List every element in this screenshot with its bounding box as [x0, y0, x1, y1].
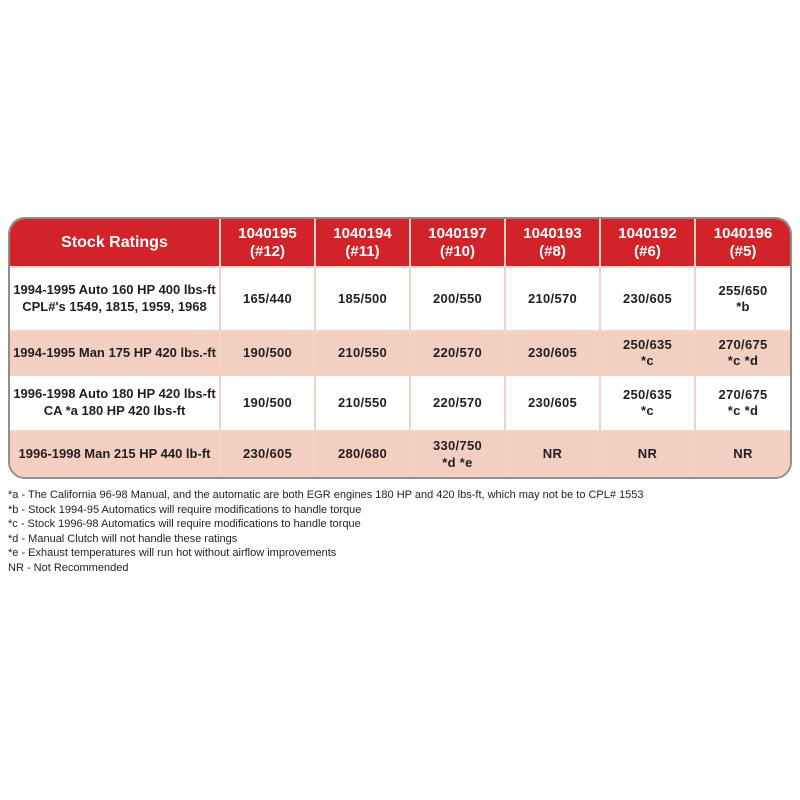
rating-note: *c *d	[727, 403, 759, 418]
rating-cell	[315, 331, 410, 375]
rating-value: 250/635	[622, 386, 673, 402]
rating-cell	[695, 431, 790, 477]
rating-cell	[600, 375, 695, 431]
rating-value: 190/500	[242, 344, 293, 360]
footnote-line-nr: NR - Not Recommended	[8, 561, 129, 574]
part-index: (#11)	[345, 242, 380, 260]
rating-cell	[600, 431, 695, 477]
header-part-1040194	[315, 219, 410, 267]
part-index: (#5)	[729, 242, 757, 260]
rating-note: *b	[736, 299, 750, 314]
rating-value: 220/570	[432, 394, 483, 410]
footnote-line-d: *d - Manual Clutch will not handle these ratings	[8, 532, 238, 545]
part-index: (#12)	[249, 242, 286, 260]
row-label-cell	[10, 331, 220, 375]
rating-value: 255/650	[718, 282, 768, 298]
row-label-cell	[10, 431, 220, 477]
table-row	[10, 375, 790, 431]
row-label-line1: 1994-1995 Auto 160 HP 400 lbs-ft	[13, 282, 216, 298]
row-label-line2: CA *a 180 HP 420 lbs-ft	[43, 403, 186, 418]
rating-cell	[220, 331, 315, 375]
part-number: 1040195	[238, 224, 297, 242]
rating-cell	[695, 331, 790, 375]
stock-ratings-table-card	[8, 217, 792, 479]
rating-note: *c	[641, 403, 654, 418]
rating-cell	[600, 267, 695, 331]
rating-cell	[505, 375, 600, 431]
rating-cell	[410, 375, 505, 431]
part-number: 1040197	[428, 224, 487, 242]
row-label-line2: CPL#'s 1549, 1815, 1959, 1968	[22, 299, 207, 314]
rating-cell	[315, 431, 410, 477]
rating-value: NR	[637, 446, 658, 462]
rating-cell	[220, 267, 315, 331]
stock-ratings-table	[10, 219, 790, 477]
row-label-line1: 1996-1998 Man 215 HP 440 lb-ft	[18, 446, 211, 462]
header-row	[10, 219, 790, 267]
rating-value: NR	[542, 446, 563, 462]
part-index: (#8)	[539, 242, 566, 260]
footnote-line-c: *c - Stock 1996-98 Automatics will require modifications to handle torque	[8, 518, 361, 530]
header-part-1040197	[410, 219, 505, 267]
part-number: 1040196	[713, 224, 773, 242]
table-row	[10, 431, 790, 477]
part-number: 1040193	[523, 224, 582, 242]
rating-cell	[410, 267, 505, 331]
row-label-cell	[10, 267, 220, 331]
rating-cell	[695, 375, 790, 431]
table-row	[10, 267, 790, 331]
rating-note: *c	[641, 353, 654, 368]
header-part-1040192	[600, 219, 695, 267]
rating-value: 230/605	[527, 344, 578, 360]
part-index: (#10)	[439, 242, 476, 260]
part-number: 1040192	[618, 224, 677, 242]
header-part-1040195	[220, 219, 315, 267]
rating-cell	[220, 375, 315, 431]
row-label-line1: 1996-1998 Auto 180 HP 420 lbs-ft	[13, 386, 216, 402]
part-number: 1040194	[333, 224, 392, 242]
rating-value: 250/635	[622, 336, 673, 352]
footnote-line-e: *e - Exhaust temperatures will run hot without airflow improvements	[8, 547, 337, 559]
rating-value: 210/570	[527, 290, 578, 306]
rating-cell	[505, 267, 600, 331]
rating-value: 190/500	[242, 394, 293, 410]
rating-value: NR	[733, 446, 753, 462]
footnote-line-b: *b - Stock 1994-95 Automatics will require modifications to handle torque	[8, 503, 362, 516]
rating-value: 230/605	[527, 394, 578, 410]
part-index: (#6)	[634, 242, 661, 260]
header-part-1040196	[695, 219, 790, 267]
rating-cell	[410, 331, 505, 375]
rating-value: 210/550	[337, 394, 388, 410]
rating-value: 230/605	[242, 446, 293, 462]
header-part-1040193	[505, 219, 600, 267]
table-row	[10, 331, 790, 375]
rating-cell	[600, 331, 695, 375]
footnotes	[8, 488, 792, 575]
header-stock-ratings: Stock Ratings	[10, 219, 220, 267]
rating-value: 270/675	[718, 386, 768, 402]
rating-cell	[505, 431, 600, 477]
rating-cell	[315, 267, 410, 331]
rating-value: 330/750	[432, 438, 483, 454]
rating-value: 220/570	[432, 344, 483, 360]
rating-value: 185/500	[337, 290, 388, 306]
rating-cell	[220, 431, 315, 477]
rating-cell	[505, 331, 600, 375]
row-label-cell	[10, 375, 220, 431]
rating-value: 200/550	[432, 290, 483, 306]
rating-value: 210/550	[337, 344, 388, 360]
rating-cell	[695, 267, 790, 331]
row-label-line1: 1994-1995 Man 175 HP 420 lbs.-ft	[13, 344, 216, 360]
rating-value: 230/605	[622, 290, 673, 306]
rating-value: 270/675	[718, 336, 768, 352]
footnote-line-a: *a - The California 96-98 Manual, and the automatic are both EGR engines 180 HP and 420 lbs-ft, which may not be to CPL# 1553	[8, 489, 644, 501]
rating-value: 165/440	[242, 290, 293, 306]
rating-cell	[315, 375, 410, 431]
rating-cell	[410, 431, 505, 477]
rating-value: 280/680	[337, 446, 388, 462]
rating-note: *d *e	[442, 454, 473, 470]
rating-note: *c *d	[727, 353, 759, 368]
